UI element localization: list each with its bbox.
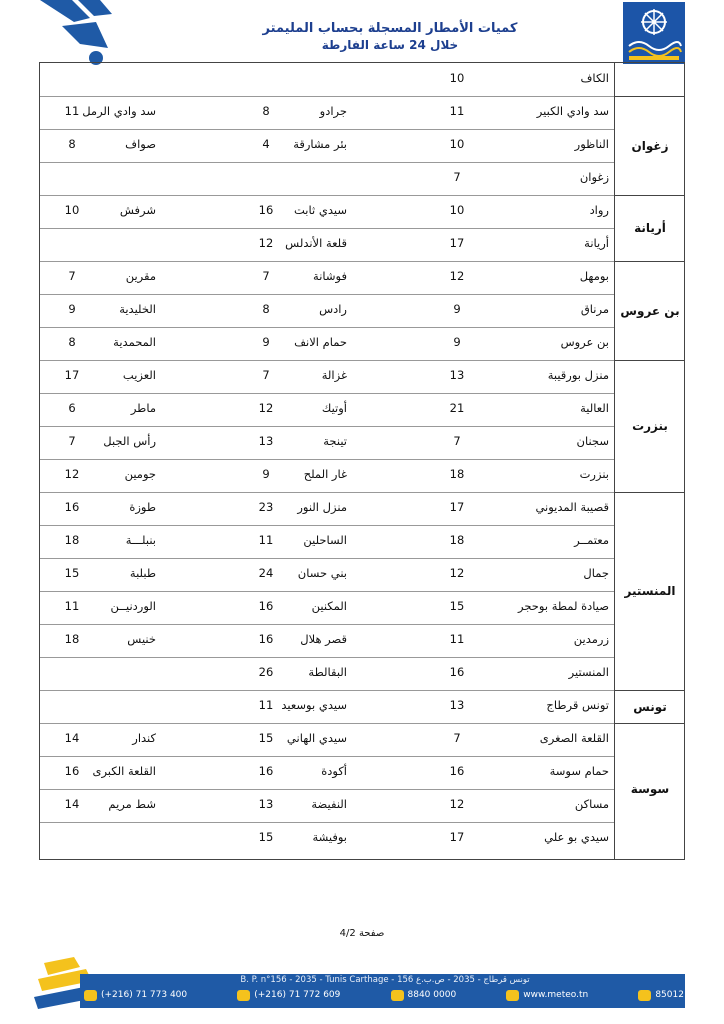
row-divider bbox=[40, 162, 614, 163]
contact-code bbox=[638, 990, 684, 1001]
rainfall-value: 13 bbox=[258, 797, 274, 811]
rainfall-value: 10 bbox=[64, 203, 80, 217]
phone-icon bbox=[391, 990, 404, 1001]
station-name: بئر مشارقة bbox=[293, 137, 347, 151]
governorate-label bbox=[615, 63, 685, 96]
rainfall-value: 9 bbox=[453, 335, 461, 349]
station-name: المنستير bbox=[568, 665, 609, 679]
rainfall-value: 16 bbox=[64, 500, 80, 514]
station-name: المحمدية bbox=[113, 335, 156, 349]
station-name: بن عروس bbox=[560, 335, 609, 349]
rainfall-value: 8 bbox=[68, 137, 76, 151]
station-name: قلعة الأندلس bbox=[285, 236, 347, 250]
row-divider bbox=[40, 459, 614, 460]
rainfall-value: 7 bbox=[453, 170, 461, 184]
row-divider bbox=[40, 624, 614, 625]
rainfall-value: 12 bbox=[64, 467, 80, 481]
station-name: شط مريم bbox=[108, 797, 156, 811]
rainfall-value: 15 bbox=[258, 830, 274, 844]
rainfall-value: 18 bbox=[449, 467, 465, 481]
rainfall-value: 7 bbox=[262, 368, 270, 382]
rainfall-table bbox=[39, 62, 685, 860]
rainfall-value: 16 bbox=[449, 665, 465, 679]
station-name: زرمدين bbox=[573, 632, 609, 646]
row-divider bbox=[40, 822, 614, 823]
rainfall-value: 17 bbox=[449, 830, 465, 844]
station-name: البقالطة bbox=[308, 665, 347, 679]
page-title bbox=[200, 20, 580, 53]
rainfall-value: 21 bbox=[449, 401, 465, 415]
station-name: حمام الانف bbox=[294, 335, 347, 349]
rainfall-value: 11 bbox=[449, 632, 465, 646]
rainfall-value: 6 bbox=[68, 401, 76, 415]
rainfall-value: 7 bbox=[453, 731, 461, 745]
station-name: معتمــر bbox=[574, 533, 609, 547]
station-name: فوشانة bbox=[313, 269, 347, 283]
row-divider bbox=[40, 195, 614, 196]
station-name: كندار bbox=[132, 731, 156, 745]
rainfall-value: 13 bbox=[258, 434, 274, 448]
station-name: رادس bbox=[319, 302, 347, 316]
governorate-label: بن عروس bbox=[620, 303, 680, 318]
rainfall-value: 11 bbox=[258, 533, 274, 547]
station-name: أكودة bbox=[321, 764, 347, 778]
rainfall-value: 26 bbox=[258, 665, 274, 679]
rainfall-value: 9 bbox=[68, 302, 76, 316]
rainfall-value: 4 bbox=[262, 137, 270, 151]
station-name: طوزة bbox=[129, 500, 156, 514]
contact-phone-3 bbox=[391, 990, 457, 1001]
contact-phone-1 bbox=[84, 990, 187, 1001]
station-name: أوتيك bbox=[321, 401, 347, 415]
station-name: الساحلين bbox=[303, 533, 347, 547]
governorate-label: أريانة bbox=[634, 221, 666, 235]
row-divider bbox=[40, 96, 614, 97]
station-name: مرناق bbox=[580, 302, 609, 316]
station-name: تونس قرطاج bbox=[546, 698, 609, 712]
globe-icon bbox=[506, 990, 519, 1001]
rainfall-value: 7 bbox=[68, 269, 76, 283]
station-name: طبلبة bbox=[129, 566, 156, 580]
station-name: سيدي بوسعيد bbox=[281, 698, 347, 712]
station-name: غزالة bbox=[321, 368, 347, 382]
title-line-1: كميات الأمطار المسجلة بحساب المليمتر bbox=[262, 21, 518, 36]
governorate-label: زغوان bbox=[631, 138, 669, 153]
rainfall-value: 16 bbox=[258, 203, 274, 217]
station-name: صيادة لمطة بوحجر bbox=[518, 599, 609, 613]
rainfall-value: 7 bbox=[262, 269, 270, 283]
row-divider bbox=[40, 261, 614, 262]
station-name: سيدي الهاني bbox=[286, 731, 347, 745]
station-name: جرادو bbox=[319, 104, 347, 118]
station-name: حمام سوسة bbox=[549, 764, 609, 778]
station-name: زغوان bbox=[579, 170, 609, 184]
rainfall-value: 11 bbox=[258, 698, 274, 712]
row-divider bbox=[40, 426, 614, 427]
rainfall-value: 8 bbox=[262, 302, 270, 316]
station-name: بنبلـــة bbox=[125, 533, 156, 547]
governorate-label: سوسة bbox=[630, 782, 670, 796]
rainfall-value: 11 bbox=[64, 599, 80, 613]
station-name: الكاف bbox=[580, 71, 609, 85]
station-name: ماطر bbox=[130, 401, 156, 415]
station-name: سيدي ثابت bbox=[294, 203, 347, 217]
station-name: الوردنيــن bbox=[110, 599, 156, 613]
rainfall-value: 11 bbox=[449, 104, 465, 118]
row-divider bbox=[40, 129, 614, 130]
station-name: القلعة الكبرى bbox=[92, 764, 156, 778]
title-line-2: خلال 24 ساعة الفارطة bbox=[321, 38, 459, 52]
rainfall-value: 15 bbox=[64, 566, 80, 580]
rainfall-value: 17 bbox=[449, 500, 465, 514]
rainfall-value: 12 bbox=[449, 797, 465, 811]
rainfall-value: 12 bbox=[449, 566, 465, 580]
row-divider bbox=[40, 492, 614, 493]
rainfall-value: 7 bbox=[68, 434, 76, 448]
rainfall-value: 9 bbox=[262, 335, 270, 349]
footer-contacts bbox=[84, 987, 684, 1003]
rainfall-value: 10 bbox=[449, 71, 465, 85]
governorate-label: المنستير bbox=[624, 584, 676, 598]
phone-icon bbox=[84, 990, 97, 1001]
row-divider bbox=[40, 360, 614, 361]
contact-phone-2-text: (+216) 71 772 609 bbox=[254, 990, 341, 1000]
station-name: الناظور bbox=[574, 137, 609, 151]
station-name: بني حسان bbox=[297, 566, 347, 580]
rainfall-value: 8 bbox=[262, 104, 270, 118]
station-name: النفيضة bbox=[311, 797, 347, 811]
rainfall-value: 12 bbox=[258, 401, 274, 415]
rainfall-value: 7 bbox=[453, 434, 461, 448]
row-divider bbox=[40, 756, 614, 757]
mail-icon bbox=[638, 990, 651, 1001]
station-name: جومين bbox=[124, 467, 156, 481]
station-name: غار الملح bbox=[303, 467, 347, 481]
footer-address: B. P. n°156 - 2035 - Tunis Carthage - تونس قرطاج - 2035 - ص.ب.ع 156 bbox=[240, 975, 530, 985]
rainfall-value: 18 bbox=[64, 632, 80, 646]
row-divider bbox=[40, 558, 614, 559]
rainfall-value: 15 bbox=[258, 731, 274, 745]
station-name: الخليدية bbox=[119, 302, 156, 316]
row-divider bbox=[40, 327, 614, 328]
station-name: شرفش bbox=[119, 203, 156, 217]
governorate-label: تونس bbox=[633, 699, 667, 714]
header-decoration bbox=[0, 0, 130, 70]
station-name: قصر هلال bbox=[300, 632, 347, 646]
station-name: سد وادي الكبير bbox=[536, 104, 609, 118]
rainfall-value: 13 bbox=[449, 368, 465, 382]
station-name: تينجة bbox=[323, 434, 347, 448]
station-name: العزيب bbox=[122, 368, 156, 382]
rainfall-value: 10 bbox=[449, 137, 465, 151]
station-name: خنيس bbox=[127, 632, 156, 646]
rainfall-value: 18 bbox=[64, 533, 80, 547]
rainfall-value: 16 bbox=[258, 599, 274, 613]
rainfall-value: 17 bbox=[64, 368, 80, 382]
station-name: المكنين bbox=[311, 599, 347, 613]
station-name: رأس الجبل bbox=[103, 434, 156, 448]
rainfall-value: 9 bbox=[262, 467, 270, 481]
station-name: مساكن bbox=[574, 797, 609, 811]
rainfall-value: 9 bbox=[453, 302, 461, 316]
station-name: القلعة الصغرى bbox=[539, 731, 609, 745]
rainfall-value: 16 bbox=[64, 764, 80, 778]
rainfall-value: 16 bbox=[449, 764, 465, 778]
row-divider bbox=[40, 294, 614, 295]
station-name: بومهل bbox=[579, 269, 609, 283]
station-name: منزل بورقيبة bbox=[547, 368, 609, 382]
rainfall-value: 14 bbox=[64, 797, 80, 811]
station-name: العالية bbox=[580, 401, 609, 415]
fax-icon bbox=[237, 990, 250, 1001]
rainfall-value: 16 bbox=[258, 632, 274, 646]
rainfall-value: 12 bbox=[258, 236, 274, 250]
rainfall-value: 24 bbox=[258, 566, 274, 580]
rainfall-value: 18 bbox=[449, 533, 465, 547]
station-name: قصيبة المديوني bbox=[535, 500, 609, 514]
rainfall-value: 23 bbox=[258, 500, 274, 514]
rainfall-value: 10 bbox=[449, 203, 465, 217]
station-name: سيدي بو علي bbox=[544, 830, 609, 844]
rainfall-value: 12 bbox=[449, 269, 465, 283]
station-name: منزل النور bbox=[297, 500, 347, 514]
row-divider bbox=[40, 657, 614, 658]
row-divider bbox=[40, 525, 614, 526]
rainfall-value: 14 bbox=[64, 731, 80, 745]
contact-phone-1-text: (+216) 71 773 400 bbox=[101, 990, 188, 1000]
rainfall-value: 13 bbox=[449, 698, 465, 712]
row-divider bbox=[40, 228, 614, 229]
rainfall-value: 17 bbox=[449, 236, 465, 250]
station-name: مقرين bbox=[125, 269, 156, 283]
contact-code-text: 85012 bbox=[655, 990, 684, 1000]
institute-logo bbox=[623, 2, 685, 64]
contact-phone-3-text: 8840 0000 bbox=[407, 990, 457, 1000]
row-divider bbox=[40, 789, 614, 790]
station-name: سد وادي الرمل bbox=[82, 104, 156, 118]
station-name: صواف bbox=[125, 137, 156, 151]
station-name: جمال bbox=[583, 566, 609, 580]
row-divider bbox=[40, 393, 614, 394]
rainfall-value: 11 bbox=[64, 104, 80, 118]
station-name: بنزرت bbox=[579, 467, 609, 481]
station-name: رواد bbox=[589, 203, 609, 217]
row-divider bbox=[40, 591, 614, 592]
contact-website-text[interactable]: www.meteo.tn bbox=[523, 990, 589, 1000]
rainfall-value: 16 bbox=[258, 764, 274, 778]
row-divider bbox=[40, 690, 614, 691]
contact-phone-2 bbox=[237, 990, 340, 1001]
page-number: صفحة 4/2 bbox=[339, 928, 385, 939]
station-name: أريانة bbox=[584, 236, 609, 250]
governorate-label: بنزرت bbox=[632, 419, 668, 433]
station-name: بوفيشة bbox=[312, 830, 347, 844]
rainfall-value: 8 bbox=[68, 335, 76, 349]
station-name: سجنان bbox=[576, 434, 609, 448]
contact-website[interactable] bbox=[506, 990, 588, 1001]
rainfall-value: 15 bbox=[449, 599, 465, 613]
row-divider bbox=[40, 723, 614, 724]
